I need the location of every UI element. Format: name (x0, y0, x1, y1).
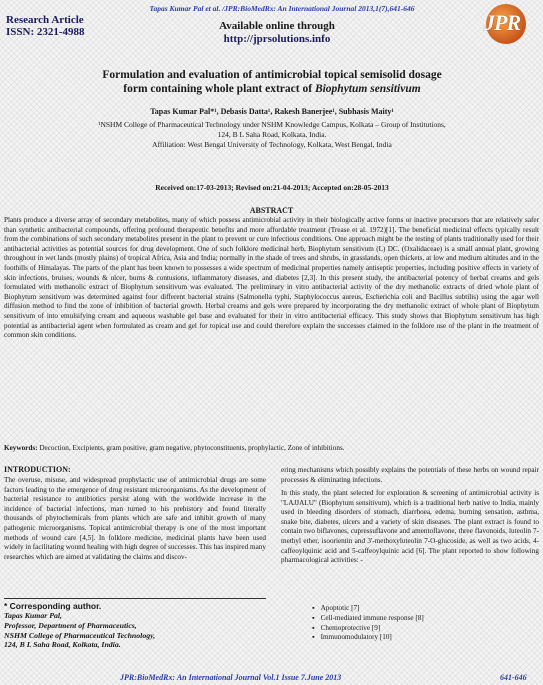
corresponding-author-line-3: 124, B L Saha Road, Kolkata, India. (4, 640, 121, 650)
title-line-1: Formulation and evaluation of antimicrobial topical semisolid dosage (102, 69, 442, 81)
affiliation-line-3: Affiliation: West Bengal University of Technology, Kolkata, West Bengal, India (152, 140, 392, 149)
corresponding-author-name: Tapas Kumar Pal, (4, 611, 62, 620)
keywords-text: Decoction, Excipients, gram positive, gram negative, phytoconstituents, prophylactic, Zone of inhibitions. (39, 444, 345, 452)
introduction-right-paragraph: In this study, the plant selected for exploration & screening of antimicrobial activity is "LAJJALU" (Biophytum sensitivum), which is a traditional herb native to India, mainly used in bleeding disorders of stomach, diarrhoea, edema, burning sensation, asthma, snake bite, diabetes, ulcers and a variety of skin diseases. The plant extract is found to contain two biflavones, cupressuflavone and amentoflavone, three flavonoids, luteolin 7-methyl ether, isoorientin and 3'-methoxyluteolin 7-O-glucoside, as well as two acids, 4-caffeoylquinic acid and 5-caffeoylquinic acid [6]. The plant reported to show following pharmacological activities: - (281, 489, 539, 565)
affiliations (60, 120, 484, 150)
availability-block (192, 20, 362, 46)
logo-wordmark: JPR (484, 10, 521, 35)
title-species: Biophytum sensitivum (314, 83, 421, 95)
footer-journal: JPR:BioMedRx: An International Journal Vol.1 Issue 7.June 2013 (120, 673, 342, 682)
corresponding-author-box (4, 598, 266, 670)
list-item: ▪ Cell-mediated immune response [8] (312, 614, 424, 624)
corresponding-author-line-1: Professor, Department of Pharmaceutics, (4, 620, 137, 630)
introduction-left-column: The overuse, misuse, and widespread prophylactic use of antimicrobial drugs are some factors leading to the emergence of drug resistant microorganisms. As the development of bacterial resistance to antibiotics persist along with the worldwide increase in the incidence of bacterial infections, man turned to his prehistory and found literally thousands of phytochemicals from plants which are safe and inhibit growth of many pathogenic microorganisms. Topical antimicrobial therapy is one of the most important methods of wound care [4,5]. In folklore medicine, medicinal plants have been used widely in facilitating wound healing with high degree of successes. This has inspired many researches which are aimed at validating the claims and discov- (4, 476, 266, 561)
corresponding-author-line-2: NSHM College of Pharmaceutical Technology, (4, 630, 156, 640)
journal-logo (478, 2, 538, 46)
list-item: ▪ Immunomodulatory [10] (312, 633, 424, 643)
abstract-heading: ABSTRACT (249, 206, 294, 215)
received-dates: Received on:17-03-2013; Revised on:21-04-2013; Accepted on:28-05-2013 (155, 183, 389, 192)
introduction-right-top: ering mechanisms which possibly explains the potentials of these herbs on wound repair processes & eliminating infections. (281, 466, 539, 484)
footer-pages: 641-646 (500, 673, 527, 682)
keywords-label: Keywords: (4, 444, 38, 452)
list-item: ▪ Chemoprotective [9] (312, 624, 424, 634)
corresponding-author-heading: * Corresponding author. (4, 601, 102, 611)
article-meta (6, 14, 85, 38)
article-type: Research Article (6, 14, 84, 26)
activity-list (312, 604, 424, 643)
available-online-text: Available online through (219, 20, 335, 32)
list-item: ▪ Apoptotic [7] (312, 604, 424, 614)
running-head: Tapas Kumar Pal et al. /JPR:BioMedRx: An International Journal 2013,1(7),641-646 (149, 4, 415, 13)
article-title (34, 68, 510, 96)
journal-url-link[interactable]: http://jprsolutions.info (223, 33, 331, 45)
introduction-heading: INTRODUCTION: (4, 465, 71, 474)
page-footer (0, 673, 543, 685)
keywords (4, 444, 539, 453)
author-list: Tapas Kumar Pal*¹, Debasis Datta¹, Rakesh Banerjee¹, Subhasis Maity¹ (150, 107, 394, 116)
affiliation-line-1: ¹NSHM College of Pharmaceutical Technology under NSHM Knowledge Campus, Kolkata – Group of Institutions, (98, 120, 446, 129)
abstract-text: Plants produce a diverse array of secondary metabolites, many of which possess antimicrobial activity in their biologically active forms or inactive precursors that are relatively safer than synthetic antibacterial compounds, offering profound therapeutic benefits and more affordable treatment (Trease et al. 1972)[1]. The beneficial medicinal effects typically result from the combinations of such secondary metabolites present in the plant to prevent or cure infectious conditions. One approach might be the testing of plants traditionally used for their antibacterial activities as potential sources for drug development. One of such folklore medicinal herb, Biophytum sensitivum (L) DC. (Oxalidaceae) is a small annual plant, growing throughout in wet lands (mostly plains) of tropical Africa, Asia and India; normally in the shade of trees and shrubs, in grasslands, open thickets, at low and medium altitudes and in the foothills of Himalayas. The parts of the plant has been known to possesses a wide spectrum of medicinal properties namely antiseptic properties, including positive effects in variety of skin infections, bruises, wounds & ulcer, burns & contusions, inflammatory diseases, and diabetes [2,3]. In this present study, the antibacterial potency of herbal creams and gels formulated with methanolic extract of Biophytum sensitivum was evaluated. The preliminary in vitro antibacterial activity of the dry methanolic extracts of dried whole plant of Biophytum sensitivum was determined against four different bacterial strains (Salmonella typhi, Staphylococcus aureus, Escherichia coli and Bacillus subtilis) using the agar well diffusion method to find the zone of inhibition of bacterial growth. Herbal creams and gels were prepared by incorporating the dry methanolic extract of whole plant of Biophytum sensitivum of into emulsifying cream and aqueous washable gel base and evaluated for their in vitro antibacterial efficacy. This study shows that Biophytum sensitivum has high potential as antibacterial agent when formulated as cream and gel for topical use and could therefore explain the successes claimed in the folklore use of the plant in the treatment of common skin conditions. (4, 216, 539, 340)
title-line-2: form containing whole plant extract of Biophytum sensitivum (123, 83, 421, 95)
issn: ISSN: 2321-4988 (6, 26, 85, 38)
affiliation-line-2: 124, B L Saha Road, Kolkata, India. (217, 130, 327, 139)
